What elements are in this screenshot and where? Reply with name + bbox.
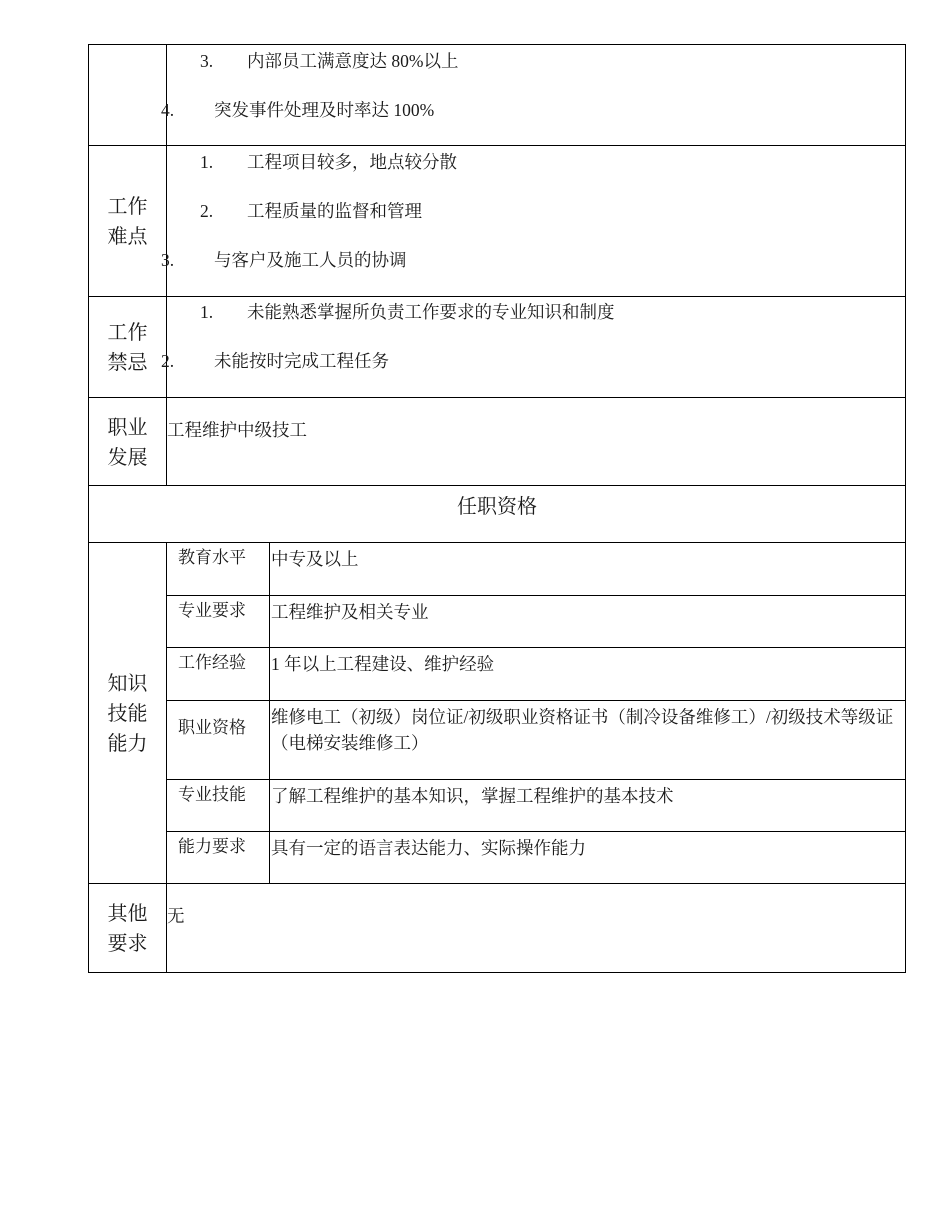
career-row (88, 398, 906, 486)
list-item (161, 98, 435, 122)
list-text: 未能按时完成工程任务 (214, 351, 389, 371)
section-title: 任职资格 (457, 494, 537, 518)
experience-label-cell (167, 648, 270, 700)
education-label-cell (167, 543, 270, 595)
list-item (200, 199, 422, 223)
taboos-label: 工作禁忌 (107, 320, 148, 374)
major-label-cell (167, 596, 270, 647)
other-content (167, 884, 905, 972)
education-label: 教育水平 (178, 548, 246, 568)
list-number: 1. (200, 152, 214, 172)
skills-label-cell (167, 780, 270, 831)
list-text: 工程项目较多，地点较分散 (247, 152, 457, 172)
list-item (161, 349, 389, 373)
ability-label-cell (167, 832, 270, 884)
career-value: 工程维护中级技工 (167, 420, 307, 440)
list-text: 工程质量的监督和管理 (247, 201, 422, 221)
list-number: 2. (200, 201, 214, 221)
experience-value: 1 年以上工程建设、维护经验 (271, 654, 495, 674)
taboos-row (88, 297, 906, 398)
major-label: 专业要求 (178, 601, 246, 621)
difficulties-label-cell (89, 146, 167, 296)
career-content (167, 398, 905, 485)
difficulties-row (88, 146, 906, 297)
knowledge-label: 知识技能能力 (107, 671, 148, 755)
table-row (167, 596, 905, 648)
knowledge-row (88, 543, 906, 884)
career-label: 职业发展 (107, 414, 148, 469)
list-text: 未能熟悉掌握所负责工作要求的专业知识和制度 (247, 302, 615, 322)
list-number: 4. (161, 100, 175, 120)
table-row (167, 648, 905, 701)
other-label: 其他要求 (107, 901, 148, 955)
knowledge-content (167, 543, 905, 883)
certification-label-cell (167, 701, 270, 779)
table-row (167, 543, 905, 596)
taboos-content (161, 297, 905, 397)
difficulties-content (161, 146, 905, 296)
difficulties-label: 工作难点 (107, 194, 148, 248)
list-text: 突发事件处理及时率达 100% (214, 100, 435, 120)
qualification-title-row (88, 486, 906, 543)
list-item (200, 150, 457, 174)
taboos-label-cell (89, 297, 167, 397)
ability-value: 具有一定的语言表达能力、实际操作能力 (271, 838, 586, 858)
goals-label-cell (89, 45, 167, 145)
list-number: 3. (200, 51, 214, 71)
list-item (200, 300, 615, 324)
list-number: 2. (161, 351, 175, 371)
skills-value: 了解工程维护的基本知识，掌握工程维护的基本技术 (271, 786, 674, 806)
goals-row (88, 44, 906, 146)
table-row (167, 701, 905, 780)
list-number: 3. (161, 250, 175, 270)
career-label-cell (89, 398, 167, 485)
list-item (161, 248, 407, 272)
list-text: 内部员工满意度达 80%以上 (247, 51, 459, 71)
knowledge-label-cell (89, 543, 167, 883)
certification-label: 职业资格 (178, 718, 246, 738)
experience-label: 工作经验 (178, 653, 246, 673)
other-value: 无 (167, 906, 185, 926)
major-value: 工程维护及相关专业 (271, 602, 429, 622)
table-row (167, 780, 905, 832)
list-item (200, 49, 459, 73)
other-label-cell (89, 884, 167, 972)
list-text: 与客户及施工人员的协调 (214, 250, 407, 270)
table-row (167, 832, 905, 884)
list-number: 1. (200, 302, 214, 322)
ability-label: 能力要求 (178, 837, 246, 857)
skills-label: 专业技能 (178, 785, 246, 805)
education-value: 中专及以上 (271, 549, 359, 569)
other-row (88, 884, 906, 973)
certification-value: 维修电工（初级）岗位证/初级职业资格证书（制冷设备维修工）/初级技术等级证（电梯安装维修工） (271, 707, 894, 753)
goals-content (161, 45, 905, 145)
